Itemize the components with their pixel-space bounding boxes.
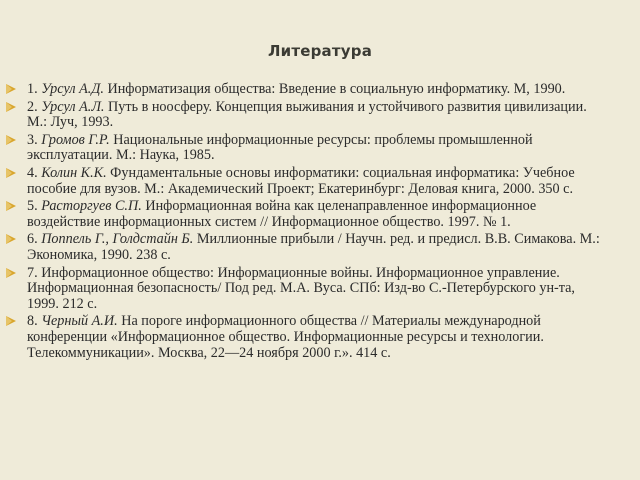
reference-number: 1. <box>27 81 38 97</box>
triangle-bullet-icon <box>6 168 16 178</box>
reference-text: Информационное общество: Информационные войны. Информационное управление. Информационная безопасность/ Под ред. М.А. Вуса. СПб: Изд-во С.-Петербурского ун-та, 1999. 212 с. <box>27 264 575 312</box>
reference-item <box>0 133 640 164</box>
reference-item <box>0 199 640 230</box>
reference-list <box>0 82 640 363</box>
triangle-bullet-icon <box>6 268 16 278</box>
reference-text: Путь в ноосферу. Концепция выживания и устойчивого развития цивилизации. М.: Луч, 1993. <box>27 98 587 131</box>
reference-number: 8. <box>27 313 38 330</box>
reference-item <box>0 82 640 98</box>
reference-number: 2. <box>27 98 38 115</box>
page-title: Литература <box>267 42 373 60</box>
reference-text: Информатизация общества: Введение в социальную информатику. М, 1990. <box>107 81 566 97</box>
reference-author: Поппель Г., Голдстайн Б. <box>41 231 194 248</box>
triangle-bullet-icon <box>6 135 16 145</box>
reference-text: Национальные информационные ресурсы: проблемы промышленной эксплуатации. М.: Наука, 1985. <box>27 131 533 164</box>
reference-number: 3. <box>27 131 38 148</box>
reference-number: 4. <box>27 164 38 181</box>
reference-text: Фундаментальные основы информатики: социальная информатика: Учебное пособие для вузов. М.: Академический Проект; Екатеринбург: Деловая книга, 2000. 350 с. <box>27 164 575 197</box>
reference-author: Урсул А.Л. <box>41 98 105 115</box>
reference-number: 7. <box>27 264 38 281</box>
triangle-bullet-icon <box>6 234 16 244</box>
triangle-bullet-icon <box>6 201 16 211</box>
triangle-bullet-icon <box>6 316 16 326</box>
reference-text: Миллионные прибыли / Научн. ред. и предисл. В.В. Симакова. М.: Экономика, 1990. 238 с. <box>27 231 600 263</box>
reference-item <box>0 100 640 131</box>
reference-item <box>0 232 640 263</box>
reference-item <box>0 266 640 313</box>
reference-item <box>0 166 640 197</box>
reference-text: Информационная война как целенаправленное информационное воздействие информационных систем // Информационное общество. 1997. № 1. <box>27 198 537 230</box>
reference-number: 5. <box>27 198 38 215</box>
reference-number: 6. <box>27 231 38 248</box>
reference-author: Урсул А.Д. <box>41 81 104 97</box>
reference-item <box>0 314 640 361</box>
reference-author: Черный А.И. <box>41 313 118 330</box>
reference-author: Колин К.К. <box>41 164 107 181</box>
triangle-bullet-icon <box>6 84 16 94</box>
reference-author: Расторгуев С.П. <box>41 198 142 215</box>
reference-text: На пороге информационного общества // Материалы международной конференции «Информационное общество. Информационные ресурсы и технологии. Телекоммуникации». Москва, 22—24 ноября 2000 г.». 414 с. <box>27 313 544 361</box>
triangle-bullet-icon <box>6 102 16 112</box>
reference-author: Громов Г.Р. <box>41 131 110 148</box>
